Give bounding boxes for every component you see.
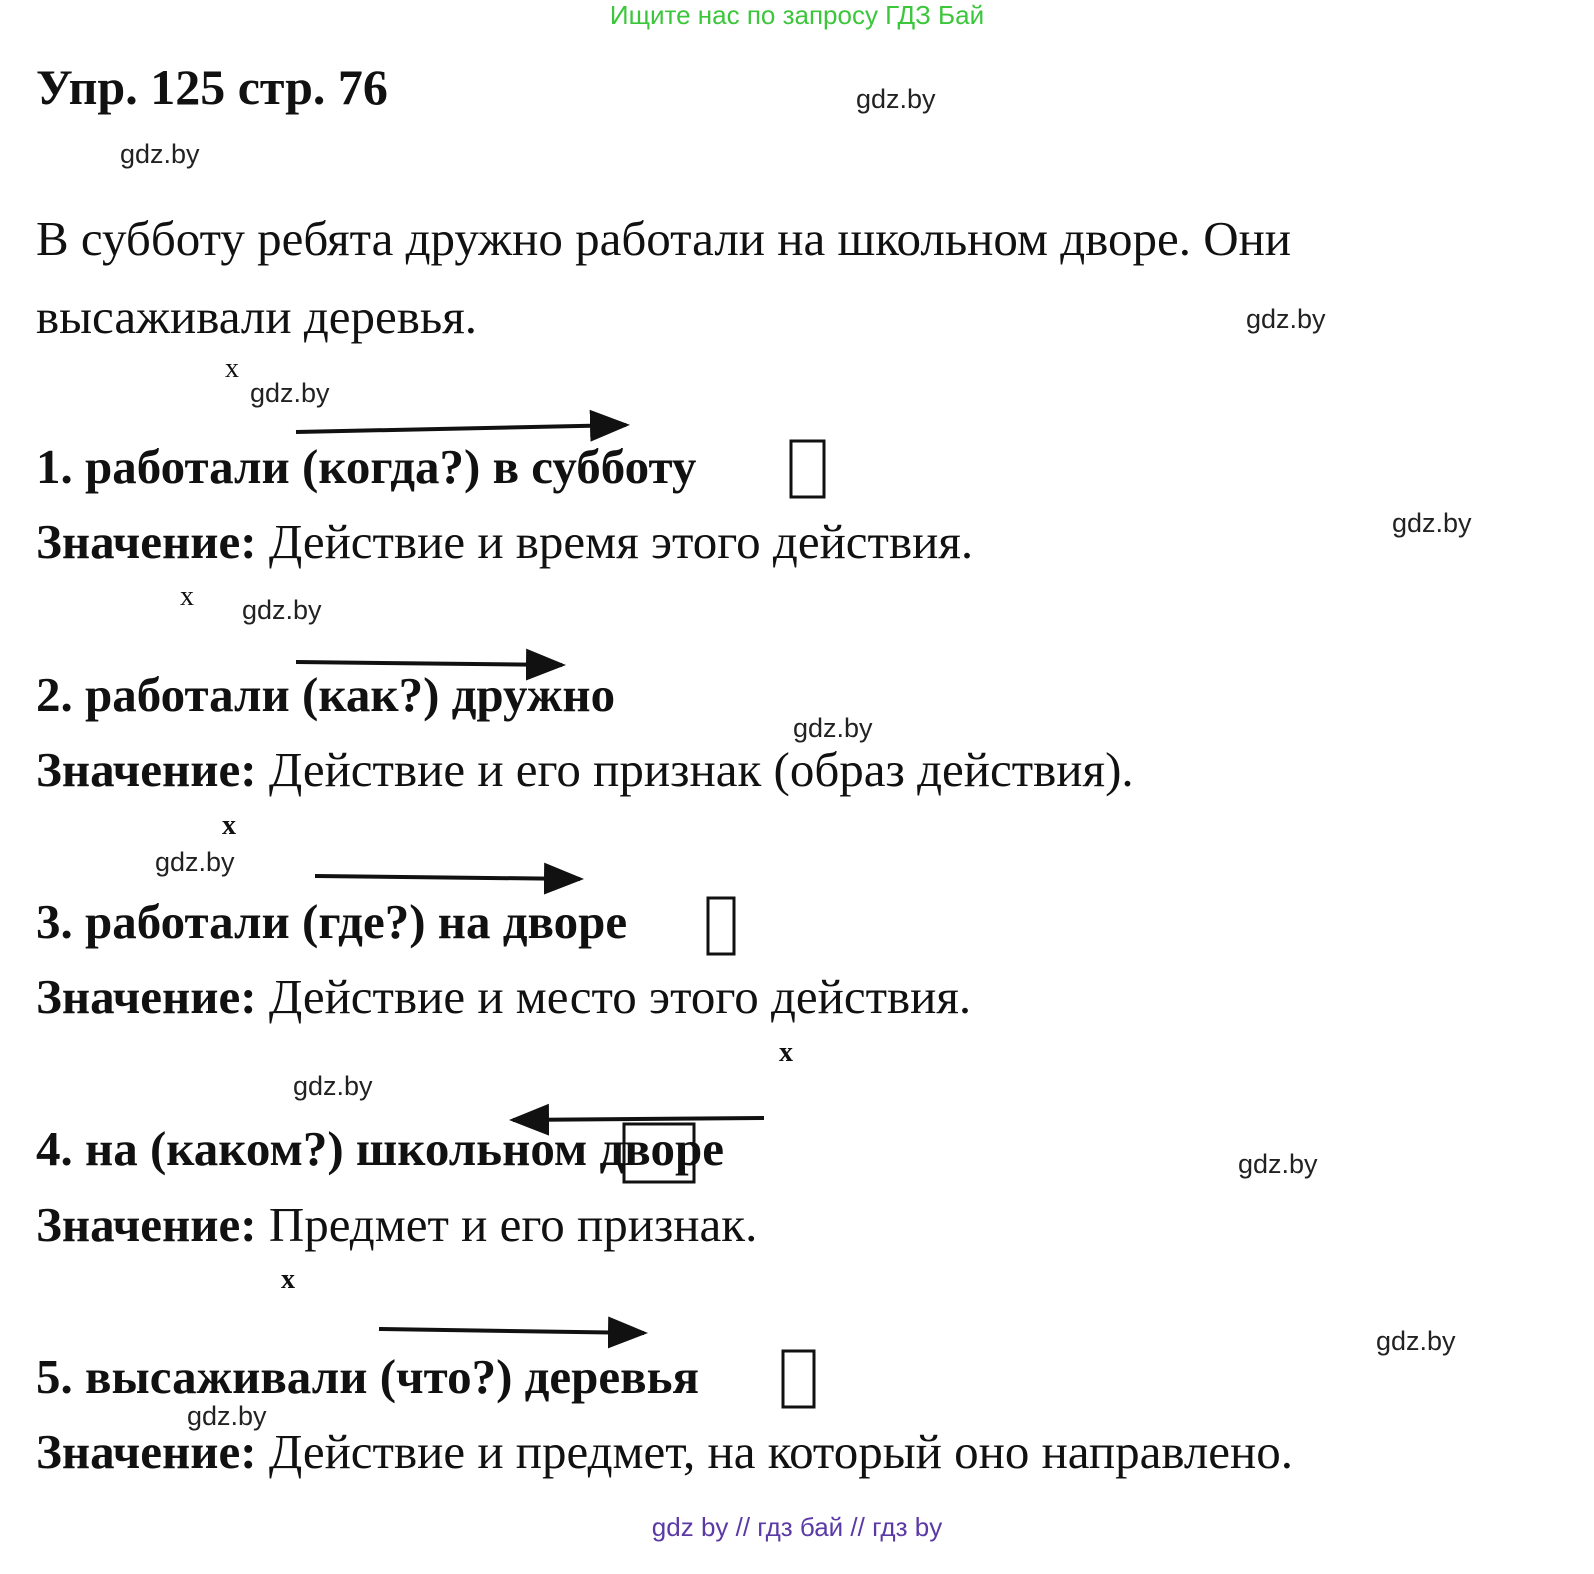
main-word-mark: x [225, 353, 239, 384]
watermark: gdz.by [793, 713, 873, 743]
question-arrow [379, 1329, 644, 1333]
watermark: gdz.by [250, 378, 330, 408]
watermark: gdz.by [1392, 508, 1472, 538]
main-word-mark: x [180, 581, 194, 612]
watermark: gdz.by [856, 84, 936, 114]
watermark: gdz.by [155, 847, 235, 877]
phrase-heading-2: 2. работали (как?) дружно [36, 667, 616, 722]
meaning-label: Значение: [36, 1197, 257, 1252]
meaning-text: Предмет и его признак. [268, 1197, 758, 1252]
ending-box [624, 1124, 694, 1182]
question-arrow [315, 876, 580, 879]
question-arrow [296, 662, 562, 665]
exercise-title: Упр. 125 стр. 76 [36, 59, 388, 115]
main-word-mark: x [281, 1264, 295, 1295]
phrase-heading-4: 4. на (каком?) школьном дворе [36, 1121, 724, 1176]
main-word-mark: x [779, 1037, 793, 1068]
main-word-mark: x [222, 810, 236, 841]
question-arrow [513, 1118, 764, 1120]
ending-box [791, 441, 824, 497]
meaning-label: Значение: [36, 742, 257, 797]
watermark: gdz.by [1238, 1149, 1318, 1179]
watermark: gdz.by [120, 139, 200, 169]
intro-line-2: высаживали деревья. [36, 289, 478, 344]
watermark: gdz.by [1246, 304, 1326, 334]
meaning-text: Действие и его признак (образ действия). [268, 742, 1134, 797]
meaning-text: Действие и место этого действия. [268, 969, 972, 1024]
question-arrow [296, 425, 626, 432]
watermark: gdz.by [293, 1071, 373, 1101]
phrase-heading-5: 5. высаживали (что?) деревья [36, 1349, 700, 1404]
phrase-heading-1: 1. работали (когда?) в субботу [36, 439, 697, 494]
meaning-text: Действие и предмет, на который оно направлено. [268, 1424, 1294, 1479]
ending-box [783, 1351, 814, 1407]
search-banner: Ищите нас по запросу ГДЗ Бай [609, 0, 985, 30]
meaning-text: Действие и время этого действия. [268, 514, 974, 569]
ending-box [708, 898, 734, 954]
watermark: gdz.by [187, 1401, 267, 1431]
watermark: gdz.by [242, 595, 322, 625]
watermark: gdz.by [1376, 1326, 1456, 1356]
meaning-label: Значение: [36, 514, 257, 569]
phrase-heading-3: 3. работали (где?) на дворе [36, 894, 628, 949]
meaning-label: Значение: [36, 1424, 257, 1479]
meaning-label: Значение: [36, 969, 257, 1024]
footer-links: gdz by // гдз бай // гдз by [651, 1512, 943, 1542]
intro-line-1: В субботу ребята дружно работали на школьном дворе. Они [36, 211, 1292, 266]
